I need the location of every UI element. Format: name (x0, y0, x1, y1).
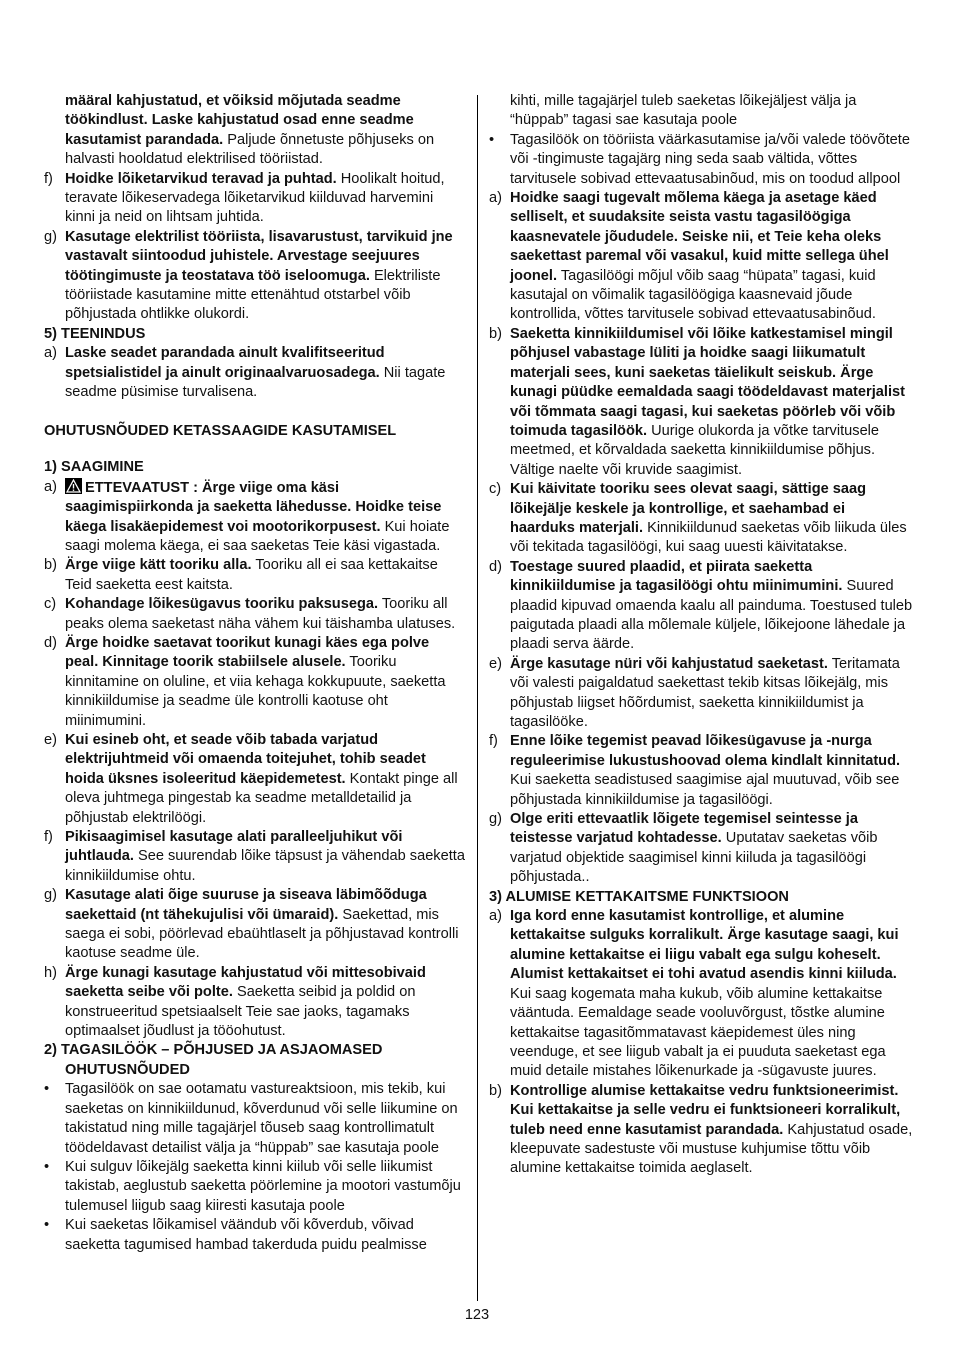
guard-heading: 3) ALUMISE KETTAKAITSME FUNKTSIOON (489, 888, 789, 905)
right-column (489, 92, 913, 1179)
kickback-item-b: b) Saeketta kinnikiildumisel või lõike katkestamisel mingil põhjusel vabastage lüliti ja hoidke saagi liikumatult materjali sees, kuni saeketas täielikult seiskub. Ärge kunagi püüdke eemaldada saagi töödeldavast materjalist või tõmmata saagi tagasi, kui saeketas pöörleb või võib toimuda tagasilöök. Uurige olukorda ja võtke tarvitusele meetmed, et kõrvaldada saeketta kinnikiildumise põhjus. Vältige naelte või kruvide saagimist. (489, 325, 905, 478)
service-heading: 5) TEENINDUS (44, 325, 146, 342)
warning-icon (65, 478, 82, 494)
list-item-f: f) Hoidke lõiketarvikud teravad ja puhtad. Hoolikalt hoitud, teravate lõikeservadega lõiketarvikud kiilduvad harvemini kinni ja neid on lihtsam juhtida. (44, 170, 445, 226)
list-item-g: g) Kasutage elektrilist tööriista, lisavarustust, tarvikuid jne vastavalt siintoodud juhistele. Arvestage seejuures töötingimuste ja teostatava töö iseloomuga. Elektriliste tööriistade kasutamine mitte ettenähtud otstarbel võib põhjustada ohtlikke olukordi. (44, 228, 453, 323)
saw-item-g: g) Kasutage alati õige suuruse ja siseava läbimõõduga saekettaid (nt tähekujulisi või ümaraid). Saekettad, mis saega ei sobi, pöörlevad ebaühtlaselt ja põhjustavad kontrolli kaotuse seadme üle. (44, 887, 459, 962)
kickback-item-f: f) Enne lõike tegemist peavad lõikesügavuse ja -nurga reguleerimise lukustushoovad olema kindlalt kinnitatud. Kui saeketta seadistused saagimise ajal muutuvad, võib see põhjustada kinnikiildumise ja tagasilöögi. (489, 733, 901, 808)
bullet-item: • Kui sulguv lõikejälg saeketta kinni kiilub või selle liikumist takistab, aeglustub saeketta pöörlemine ja mootori vastumõju tulemusel liigub saag kiiresti kasutaja poole (44, 1158, 461, 1214)
bullet-item: • Kui saeketas lõikamisel väändub või kõverdub, võivad saeketta tagumised hambad takerduda puidu pealmisse (44, 1217, 427, 1253)
continued-bullet: kihti, mille tagajärjel tuleb saeketas lõikejäljest välja ja “hüppab” tagasi sae kasutaja poole (510, 93, 857, 129)
service-item-a: a) Laske seadet parandada ainult kvalifitseeritud spetsialistidel ja ainult originaalvaruosadega. Nii tagate seadme püsimise turvalisena. (44, 345, 446, 401)
bullet-item: • Tagasilöök on sae ootamatu vastureaktsioon, mis tekib, kui saeketas on kinnikiildunud, kõverdunud või selle liikumine on takistatud ning mille tagajärjel tõuseb saag kontrollimatult töödeldavast detailist välja ja “hüppab” sae kasutaja poole (44, 1081, 458, 1156)
kickback-item-c: c) Kui käivitate tooriku sees olevat saagi, sättige saag lõikejälje keskele ja kontrollige, et saehambad ei haarduks materjali. Kinnikiildunud saeketas võib liikuda üles või tekitada tagasilöögi, kui saag uuesti käivitatakse. (489, 481, 907, 556)
saw-item-f: f) Pikisaagimisel kasutage alati paralleeljuhikut või juhtlauda. See suurendab lõike täpsust ja vähendab saeketta kinnikiildumise ohtu. (44, 829, 465, 884)
saw-item-b: b) Ärge viige kätt tooriku alla. Tooriku all ei saa kettakaitse Teid saeketta eest kaitsta. (44, 557, 438, 593)
section-heading: OHUTUSNÕUDED KETASSAAGIDE KASUTAMISEL (44, 422, 397, 439)
kickback-heading: 2) TAGASILÖÖK – PÕHJUSED JA ASJAOMASED OHUTUSNÕUDED (44, 1042, 383, 1078)
bullet-icon: • (44, 1217, 50, 1234)
saw-item-h: h) Ärge kunagi kasutage kahjustatud või mittesobivaid saeketta seibe või polte. Saeketta seibid ja poldid on konstrueeritud spetsiaalselt Teie sae jaoks, tagamaks optimaalset jõudlust ja tööohutust. (44, 964, 426, 1040)
bullet-item: • Tagasilöök on tööriista väärkasutamise ja/või valede töövõtete või -tingimuste tagajärg ning seda saab vältida, võttes tarvitusele sobivad ettevaatusabinõud, mis on toodud allpool (489, 131, 910, 187)
saw-item-c: c) Kohandage lõikesügavus tooriku paksusega. Tooriku all peaks olema saeketast näha vähem kui täishamba ulatuses. (44, 596, 456, 632)
bullet-icon: • (44, 1081, 50, 1098)
saw-item-d: d) Ärge hoidke saetavat toorikut kunagi käes ega polve peal. Kinnitage toorik stabiilsele alusele. Tooriku kinnitamine on oluline, et viia kehaga kokkupuute, saeketta kinnikiildumise ja seadme üle kontrolli kaotuse oht miinimumini. (44, 634, 446, 729)
left-column (44, 92, 466, 1255)
column-divider (477, 95, 478, 1301)
sawing-heading: 1) SAAGIMINE (44, 459, 144, 476)
kickback-item-g: g) Olge eriti ettevaatlik lõigete tegemisel seintesse ja teistesse varjatud kohtadesse. Uputatav saeketas võib varjatud objektide saagimisel kinni kiiluda ja tagasilöögi põhjustada.. (489, 811, 878, 886)
saw-item-e: e) Kui esineb oht, et seade võib tabada varjatud elektrijuhtmeid või omaenda toitejuhet, tohib seadet hoida üksnes isoleeritud käepidemetest. Kontakt pinge all oleva juhtmega pingestab ka seadme metalldetailid ja põhjustab elektrilöögi. (44, 731, 458, 826)
bullet-icon: • (44, 1158, 50, 1175)
saw-item-a: a) ETTEVAATUST : Ärge viige oma käsi saagimispiirkonda ja saeketta lähedusse. Hoidke teise käega lisakäepidemest voi mootorikorpusest. Kui hoiate saagi molema käega, ei saa saeketas Teie käsi vigastada. (44, 478, 450, 554)
guard-item-b: b) Kontrollige alumise kettakaitse vedru funktsioneerimist. Kui kettakaitse ja selle vedru ei funktsioneeri korralikult, tuleb need enne kasutamist parandada. Kahjustatud osade, kleepuvate sadestuste või mustuse kuhjumise tõttu võib alumine kettakaitse toimida aeglaselt. (489, 1082, 913, 1177)
guard-item-a: a) Iga kord enne kasutamist kontrollige, et alumine kettakaitse sulguks korralikult. Ärge kasutage saagi, kui alumine kettakaitse ei liigu vabalt ega sulgu koheselt. Alumist kettakaitset ei tohi avatud asendis kinni kiiluda. Kui saag kogemata maha kukub, võib alumine kettakaitse vääntuda. Eemaldage seade vooluvõrgust, tõstke alumine kettakaitse tagasitõmmatavast käepidemest üles ning veenduge, et see liigub vabalt ja ei puuduta saeketast ega muid detaile mistahes lõikenurkade ja -sügavuste juures. (489, 908, 899, 1080)
page-number: 123 (464, 1307, 490, 1323)
kickback-item-d: d) Toestage suured plaadid, et piirata saeketta kinnikiildumise ja tagasilöögi ohtu miinimumini. Suured plaadid kipuvad omaenda kaalu all painduma. Toestused tuleb paigutada plaadi alla mõlemale küljele, lõikejoone lähedale ja plaadi serva äärde. (489, 558, 913, 653)
bullet-icon: • (489, 131, 495, 148)
kickback-item-e: e) Ärge kasutage nüri või kahjustatud saeketast. Teritamata või valesti paigaldatud saekettast tekib kitsas lõikejälg, mis põhjustab liigset hõõrdumist, saeketta kinnikiildumist ja tagasilööke. (489, 655, 900, 730)
continued-paragraph: määral kahjustatud, et võiksid mõjutada seadme töökindlust. Laske kahjustatud osad enne seadme kasutamist parandada. Paljude õnnetuste põhjuseks on halvasti hooldatud elektrilised tööriistad. (65, 93, 435, 168)
kickback-item-a: a) Hoidke saagi tugevalt mõlema käega ja asetage käed selliselt, et suudaksite seista vastu tagasilöögiga kaasnevatele jõududele. Seiske nii, et Teie keha oleks saekettast paremal või vasakul, kuid mitte sellega ühel joonel. Tagasilöögi mõjul võib saag “hüpata” tagasi, kuid kasutajal on võimalik tagasilöögiga kaasnevaid jõude kontrollida, võttes tarvitusele sobivad ettevaatusabinõud. (489, 190, 889, 323)
